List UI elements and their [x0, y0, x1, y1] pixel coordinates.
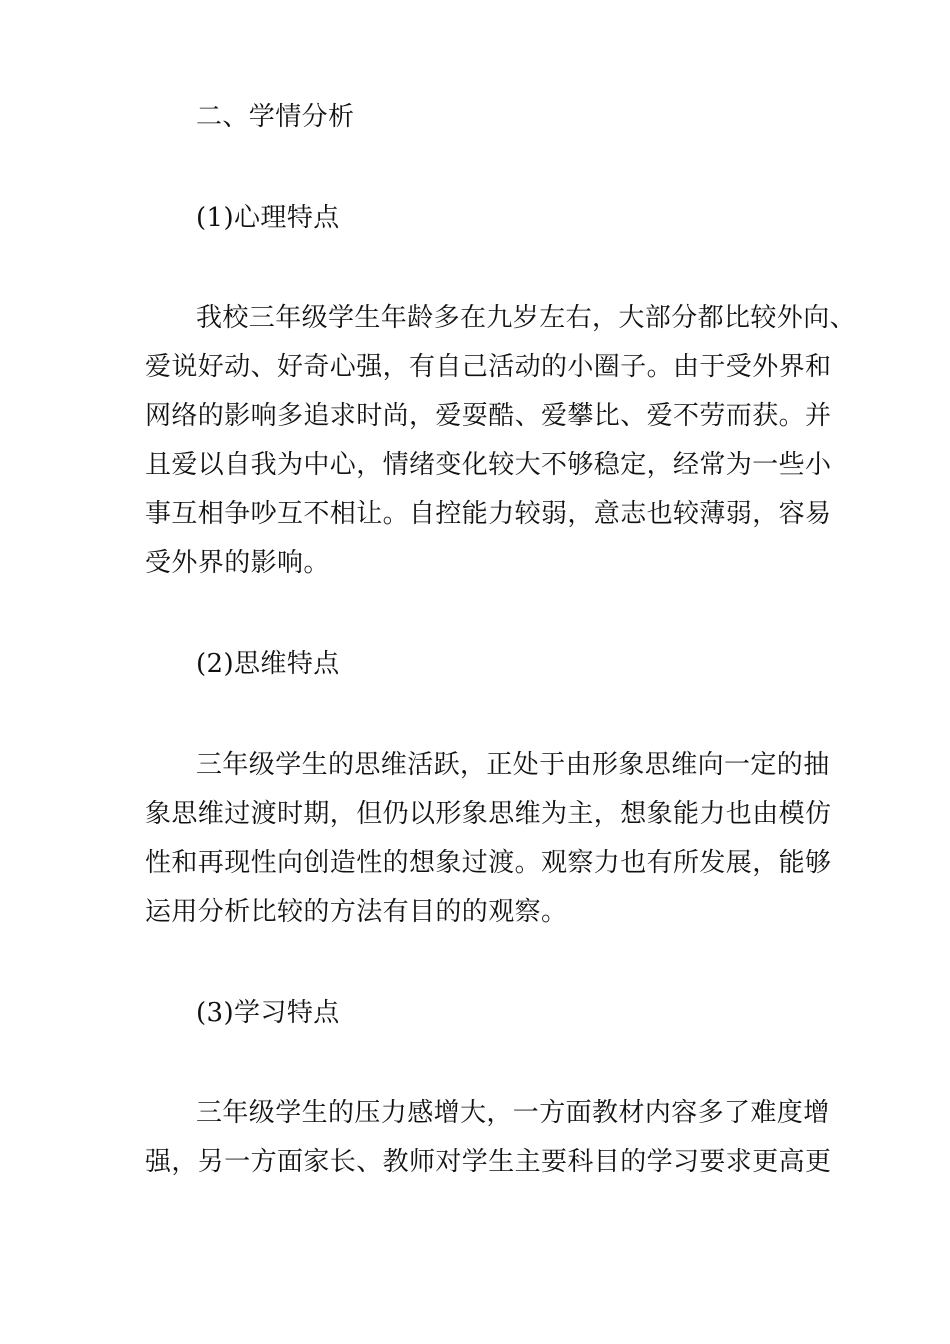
paragraph-line: 且爱以自我为中心，情绪变化较大不够稳定，经常为一些小 — [145, 450, 832, 480]
paragraph-line: 象思维过渡时期，但仍以形象思维为主，想象能力也由模仿 — [145, 799, 832, 829]
subsection-heading-thinking: (2)思维特点 — [196, 649, 340, 679]
paragraph-line: 强，另一方面家长、教师对学生主要科目的学习要求更高更 — [145, 1147, 832, 1177]
paragraph-line: 三年级学生的思维活跃，正处于由形象思维向一定的抽 — [196, 750, 830, 780]
paragraph-line: 事互相争吵互不相让。自控能力较弱，意志也较薄弱，容易 — [145, 499, 832, 529]
paragraph-line: 三年级学生的压力感增大，一方面教材内容多了难度增 — [196, 1098, 830, 1128]
subsection-heading-learning: (3)学习特点 — [196, 998, 340, 1028]
section-heading: 二、学情分析 — [196, 102, 355, 132]
paragraph-line: 我校三年级学生年龄多在九岁左右，大部分都比较外向、 — [196, 303, 857, 333]
paragraph-line: 爱说好动、好奇心强，有自己活动的小圈子。由于受外界和 — [145, 352, 832, 382]
subsection-heading-psychology: (1)心理特点 — [196, 203, 340, 233]
paragraph-line: 受外界的影响。 — [145, 548, 330, 578]
paragraph-line: 网络的影响多追求时尚，爱耍酷、爱攀比、爱不劳而获。并 — [145, 401, 832, 431]
paragraph-line: 运用分析比较的方法有目的的观察。 — [145, 897, 568, 927]
paragraph-line: 性和再现性向创造性的想象过渡。观察力也有所发展，能够 — [145, 848, 832, 878]
